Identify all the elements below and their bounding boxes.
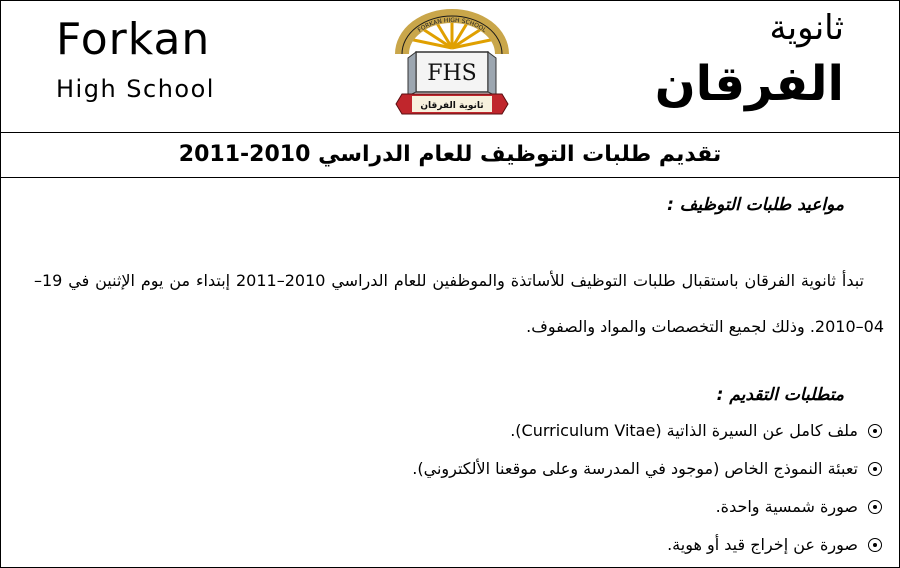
requirements-list — [16, 412, 884, 564]
logo-ribbon-text: ثانوية الفرقان — [420, 101, 484, 111]
logo-arc-text: FORKAN HIGH SCHOOL — [416, 16, 488, 35]
circle-bullet-icon — [868, 462, 882, 476]
arabic-school-label: ثانوية — [769, 8, 844, 48]
schedule-heading: مواعيد طلبات التوظيف : — [667, 195, 844, 215]
requirement-text: صورة عن إخراج قيد أو هوية. — [667, 535, 858, 554]
schedule-paragraph: تبدأ ثانوية الفرقان باستقبال طلبات التوظيف للأساتذة والموظفين للعام الدراسي 2010–2011 إبتداء من يوم الإثنين في 19–04–2010. وذلك لجميع التخصصات والمواد والصفوف. — [34, 271, 884, 336]
requirement-text: ملف كامل عن السيرة الذاتية (Curriculum Vitae). — [510, 421, 858, 440]
list-item — [16, 488, 882, 526]
requirement-text: تعبئة النموذج الخاص (موجود في المدرسة وعلى موقعنا الألكتروني). — [412, 459, 858, 478]
requirements-heading: متطلبات التقديم : — [716, 385, 844, 405]
list-item — [16, 526, 882, 564]
arabic-brand — [654, 6, 844, 114]
english-school-name: Forkan — [56, 14, 211, 65]
title-divider — [0, 177, 900, 178]
arabic-school-name: الفرقان — [654, 56, 844, 112]
requirement-text: صورة شمسية واحدة. — [715, 497, 858, 516]
list-item — [16, 450, 882, 488]
logo-letters: FHS — [427, 61, 477, 86]
page-header — [0, 0, 900, 132]
circle-bullet-icon — [868, 500, 882, 514]
english-brand — [56, 14, 246, 104]
page-title: تقديم طلبات التوظيف للعام الدراسي 2010-2011 — [178, 142, 722, 167]
header-divider — [0, 132, 900, 133]
english-school-subtitle: High School — [56, 75, 215, 103]
circle-bullet-icon — [868, 538, 882, 552]
school-crest-icon — [388, 8, 516, 120]
circle-bullet-icon — [868, 424, 882, 438]
main-content — [16, 190, 884, 564]
list-item — [16, 412, 882, 450]
